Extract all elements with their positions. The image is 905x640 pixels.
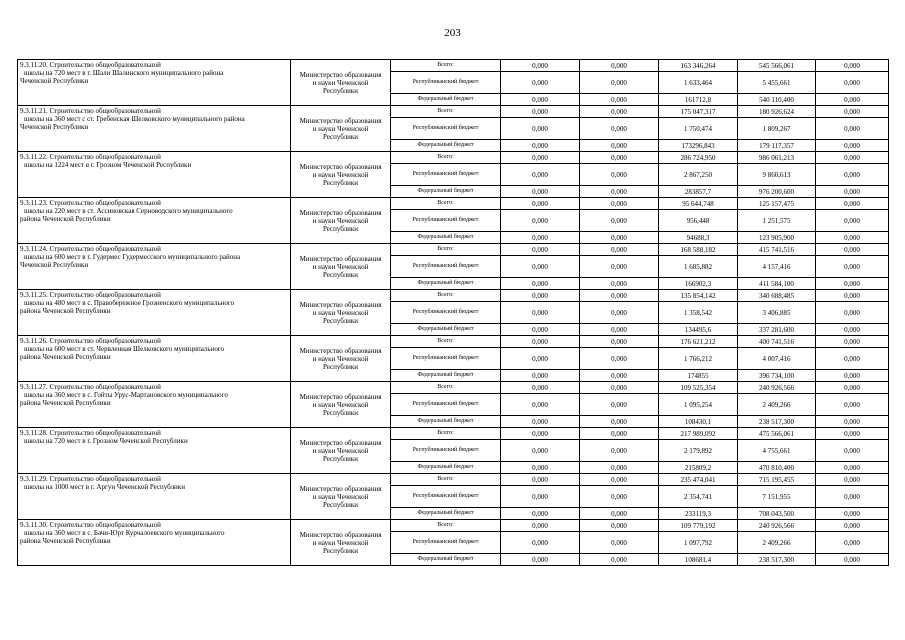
- amount-cell: 0,000: [816, 72, 889, 94]
- amount-cell: 1 685,882: [659, 256, 738, 278]
- ministry-line: Республики: [322, 224, 359, 233]
- ministry-line: Министерство образования: [299, 70, 382, 79]
- ministry-line: Министерство образования: [299, 162, 382, 171]
- ministry-line: Министерство образования: [299, 116, 382, 125]
- amount-cell: 2 867,250: [659, 164, 738, 186]
- ministry-line: Министерство образования: [299, 300, 382, 309]
- amount-cell: 3 406,885: [738, 302, 816, 324]
- amount-cell: 217 989,092: [659, 428, 738, 440]
- amount-cell: 545 566,061: [738, 60, 816, 72]
- ministry-line: Республики: [322, 316, 359, 325]
- amount-cell: 135 854,142: [659, 290, 738, 302]
- amount-cell: 0,000: [501, 186, 580, 198]
- funding-source: Федеральный бюджет: [391, 508, 501, 520]
- amount-cell: 0,000: [580, 336, 659, 348]
- amount-cell: 173296,843: [659, 140, 738, 152]
- project-name-line: школы на 360 мест в с. Бачи-Юрт Курчалоевского муниципального: [24, 529, 225, 537]
- amount-cell: 283857,7: [659, 186, 738, 198]
- amount-cell: 4 755,661: [738, 440, 816, 462]
- amount-cell: 0,000: [580, 164, 659, 186]
- funding-source: Всего:: [391, 198, 501, 210]
- amount-cell: 163 346,264: [659, 60, 738, 72]
- funding-source: Республиканский бюджет: [391, 440, 501, 462]
- amount-cell: 0,000: [580, 370, 659, 382]
- amount-cell: 540 110,400: [738, 94, 816, 106]
- project-name-line: школы на 360 мест с ст. Гребенская Шелковского муниципального района: [24, 115, 245, 123]
- amount-cell: 1 809,267: [738, 118, 816, 140]
- budget-table: [17, 59, 889, 566]
- ministry-line: Министерство образования: [299, 392, 382, 401]
- funding-source: Всего:: [391, 290, 501, 302]
- amount-cell: 0,000: [816, 486, 889, 508]
- ministry-line: Министерство образования: [299, 346, 382, 355]
- amount-cell: 0,000: [816, 198, 889, 210]
- amount-cell: 161712,8: [659, 94, 738, 106]
- amount-cell: 0,000: [501, 428, 580, 440]
- amount-cell: 0,000: [816, 256, 889, 278]
- ministry-line: и науки Чеченской: [312, 124, 369, 133]
- project-name-line: 9.3.11.30. Строительство общеобразовательной: [20, 521, 161, 529]
- amount-cell: 976 200,600: [738, 186, 816, 198]
- amount-cell: 238 517,300: [738, 554, 816, 566]
- amount-cell: 0,000: [501, 462, 580, 474]
- project-name-line: школы на 600 мест в ст. Червленная Шелковского муниципального: [24, 345, 225, 353]
- amount-cell: 0,000: [501, 302, 580, 324]
- amount-cell: 0,000: [580, 428, 659, 440]
- amount-cell: 1 097,792: [659, 532, 738, 554]
- table-row: [18, 290, 889, 302]
- amount-cell: 0,000: [580, 486, 659, 508]
- funding-source: Федеральный бюджет: [391, 416, 501, 428]
- project-name: [18, 520, 291, 566]
- project-name-line: 9.3.11.21. Строительство общеобразовательной: [20, 107, 161, 115]
- ministry-cell: [291, 290, 391, 336]
- project-name-line: Чеченской Республики: [20, 77, 89, 85]
- amount-cell: 1 251,575: [738, 210, 816, 232]
- amount-cell: 0,000: [580, 210, 659, 232]
- amount-cell: 337 281,600: [738, 324, 816, 336]
- amount-cell: 0,000: [816, 244, 889, 256]
- amount-cell: 109 525,354: [659, 382, 738, 394]
- amount-cell: 0,000: [580, 244, 659, 256]
- amount-cell: 125 157,475: [738, 198, 816, 210]
- amount-cell: 0,000: [501, 474, 580, 486]
- amount-cell: 0,000: [816, 394, 889, 416]
- amount-cell: 708 043,500: [738, 508, 816, 520]
- funding-source: Всего:: [391, 152, 501, 164]
- amount-cell: 108681,4: [659, 554, 738, 566]
- amount-cell: 0,000: [816, 186, 889, 198]
- amount-cell: 2 354,741: [659, 486, 738, 508]
- project-name: [18, 474, 291, 520]
- amount-cell: 986 061,213: [738, 152, 816, 164]
- amount-cell: 0,000: [816, 474, 889, 486]
- amount-cell: 715 195,455: [738, 474, 816, 486]
- funding-source: Всего:: [391, 428, 501, 440]
- amount-cell: 0,000: [580, 462, 659, 474]
- table-row: [18, 382, 889, 394]
- funding-source: Федеральный бюджет: [391, 140, 501, 152]
- ministry-line: и науки Чеченской: [312, 354, 369, 363]
- project-name: [18, 198, 291, 244]
- amount-cell: 1 095,254: [659, 394, 738, 416]
- project-name-line: школы на 480 мест в с. Правобережное Грозненского муниципального: [24, 299, 235, 307]
- project-name-line: района Чеченской Республики: [20, 307, 111, 315]
- project-name-line: 9.3.11.29. Строительство общеобразовательной: [20, 475, 161, 483]
- amount-cell: 0,000: [816, 440, 889, 462]
- amount-cell: 0,000: [580, 508, 659, 520]
- amount-cell: 0,000: [816, 370, 889, 382]
- amount-cell: 233119,3: [659, 508, 738, 520]
- funding-source: Республиканский бюджет: [391, 164, 501, 186]
- project-name-line: 9.3.11.26. Строительство общеобразовательной: [20, 337, 161, 345]
- ministry-line: и науки Чеченской: [312, 170, 369, 179]
- amount-cell: 0,000: [580, 72, 659, 94]
- amount-cell: 415 741,516: [738, 244, 816, 256]
- amount-cell: 0,000: [501, 244, 580, 256]
- project-name: [18, 382, 291, 428]
- ministry-line: и науки Чеченской: [312, 446, 369, 455]
- amount-cell: 1 633,464: [659, 72, 738, 94]
- project-name: [18, 336, 291, 382]
- project-name: [18, 106, 291, 152]
- funding-source: Федеральный бюджет: [391, 370, 501, 382]
- funding-source: Федеральный бюджет: [391, 232, 501, 244]
- funding-source: Федеральный бюджет: [391, 94, 501, 106]
- ministry-line: и науки Чеченской: [312, 538, 369, 547]
- table-row: [18, 520, 889, 532]
- amount-cell: 0,000: [580, 106, 659, 118]
- amount-cell: 0,000: [816, 416, 889, 428]
- ministry-cell: [291, 106, 391, 152]
- amount-cell: 0,000: [501, 382, 580, 394]
- ministry-line: Республики: [322, 500, 359, 509]
- ministry-line: и науки Чеченской: [312, 78, 369, 87]
- amount-cell: 0,000: [580, 232, 659, 244]
- amount-cell: 1 750,474: [659, 118, 738, 140]
- funding-source: Республиканский бюджет: [391, 394, 501, 416]
- amount-cell: 0,000: [501, 532, 580, 554]
- amount-cell: 0,000: [580, 118, 659, 140]
- table-row: [18, 106, 889, 118]
- funding-source: Республиканский бюджет: [391, 72, 501, 94]
- amount-cell: 0,000: [501, 118, 580, 140]
- amount-cell: 286 724,950: [659, 152, 738, 164]
- amount-cell: 956,448: [659, 210, 738, 232]
- project-name-line: 9.3.11.27. Строительство общеобразовательной: [20, 383, 161, 391]
- amount-cell: 0,000: [501, 440, 580, 462]
- ministry-line: и науки Чеченской: [312, 262, 369, 271]
- amount-cell: 0,000: [816, 94, 889, 106]
- amount-cell: 179 117,357: [738, 140, 816, 152]
- amount-cell: 0,000: [580, 290, 659, 302]
- amount-cell: 396 734,100: [738, 370, 816, 382]
- ministry-cell: [291, 198, 391, 244]
- amount-cell: 0,000: [816, 508, 889, 520]
- amount-cell: 0,000: [501, 486, 580, 508]
- amount-cell: 0,000: [816, 336, 889, 348]
- ministry-cell: [291, 152, 391, 198]
- table-row: [18, 152, 889, 164]
- funding-source: Всего:: [391, 60, 501, 72]
- amount-cell: 215809,2: [659, 462, 738, 474]
- amount-cell: 0,000: [816, 106, 889, 118]
- amount-cell: 0,000: [816, 382, 889, 394]
- amount-cell: 134495,6: [659, 324, 738, 336]
- amount-cell: 470 810,400: [738, 462, 816, 474]
- amount-cell: 0,000: [816, 462, 889, 474]
- project-name-line: района Чеченской Республики: [20, 537, 111, 545]
- amount-cell: 0,000: [501, 336, 580, 348]
- project-name-line: 9.3.11.28. Строительство общеобразовательной: [20, 429, 161, 437]
- amount-cell: 340 688,485: [738, 290, 816, 302]
- funding-source: Всего:: [391, 474, 501, 486]
- ministry-cell: [291, 60, 391, 106]
- amount-cell: 411 584,100: [738, 278, 816, 290]
- amount-cell: 5 455,661: [738, 72, 816, 94]
- table-row: [18, 336, 889, 348]
- project-name-line: школы на 600 мест в г. Гудермес Гудермесского муниципального района: [24, 253, 241, 261]
- amount-cell: 238 517,300: [738, 416, 816, 428]
- funding-source: Республиканский бюджет: [391, 348, 501, 370]
- amount-cell: 166902,3: [659, 278, 738, 290]
- amount-cell: 0,000: [501, 520, 580, 532]
- amount-cell: 9 860,613: [738, 164, 816, 186]
- funding-source: Всего:: [391, 106, 501, 118]
- amount-cell: 0,000: [580, 60, 659, 72]
- amount-cell: 0,000: [816, 152, 889, 164]
- amount-cell: 0,000: [816, 324, 889, 336]
- amount-cell: 0,000: [501, 198, 580, 210]
- ministry-cell: [291, 382, 391, 428]
- amount-cell: 0,000: [501, 232, 580, 244]
- project-name: [18, 152, 291, 198]
- amount-cell: 0,000: [501, 554, 580, 566]
- amount-cell: 0,000: [816, 428, 889, 440]
- funding-source: Всего:: [391, 520, 501, 532]
- table-row: [18, 60, 889, 72]
- amount-cell: 0,000: [501, 140, 580, 152]
- amount-cell: 1 358,542: [659, 302, 738, 324]
- amount-cell: 0,000: [580, 198, 659, 210]
- amount-cell: 235 474,041: [659, 474, 738, 486]
- amount-cell: 168 588,182: [659, 244, 738, 256]
- amount-cell: 0,000: [501, 60, 580, 72]
- amount-cell: 0,000: [580, 348, 659, 370]
- project-name-line: 9.3.11.20. Строительство общеобразовательной: [20, 61, 161, 69]
- amount-cell: 2 409,266: [738, 532, 816, 554]
- funding-source: Всего:: [391, 244, 501, 256]
- funding-source: Республиканский бюджет: [391, 486, 501, 508]
- amount-cell: 2 179,892: [659, 440, 738, 462]
- funding-source: Федеральный бюджет: [391, 186, 501, 198]
- funding-source: Федеральный бюджет: [391, 324, 501, 336]
- amount-cell: 0,000: [816, 60, 889, 72]
- amount-cell: 2 409,266: [738, 394, 816, 416]
- amount-cell: 4 157,416: [738, 256, 816, 278]
- project-name-line: школы на 1224 мест в г. Грозном Чеченской Республики: [24, 161, 192, 169]
- amount-cell: 4 007,416: [738, 348, 816, 370]
- table-row: [18, 198, 889, 210]
- amount-cell: 95 644,748: [659, 198, 738, 210]
- project-name-line: школы на 220 мест в ст. Ассиновская Серноводского муниципального: [24, 207, 233, 215]
- amount-cell: 0,000: [580, 382, 659, 394]
- amount-cell: 0,000: [816, 232, 889, 244]
- amount-cell: 0,000: [580, 278, 659, 290]
- amount-cell: 0,000: [501, 508, 580, 520]
- amount-cell: 0,000: [816, 554, 889, 566]
- funding-source: Федеральный бюджет: [391, 462, 501, 474]
- ministry-line: Республики: [322, 454, 359, 463]
- amount-cell: 0,000: [501, 290, 580, 302]
- ministry-cell: [291, 428, 391, 474]
- amount-cell: 0,000: [580, 94, 659, 106]
- amount-cell: 0,000: [501, 72, 580, 94]
- amount-cell: 240 926,566: [738, 382, 816, 394]
- project-name-line: школы на 360 мест в с. Гойты Урус-Мартановского муниципального: [24, 391, 228, 399]
- ministry-cell: [291, 474, 391, 520]
- project-name-line: школы на 1000 мест в г. Аргун Чеченской Республики: [24, 483, 185, 491]
- funding-source: Федеральный бюджет: [391, 554, 501, 566]
- amount-cell: 7 151,955: [738, 486, 816, 508]
- funding-source: Республиканский бюджет: [391, 118, 501, 140]
- amount-cell: 0,000: [816, 302, 889, 324]
- amount-cell: 0,000: [580, 532, 659, 554]
- amount-cell: 0,000: [580, 186, 659, 198]
- ministry-cell: [291, 520, 391, 566]
- amount-cell: 0,000: [580, 394, 659, 416]
- ministry-line: и науки Чеченской: [312, 308, 369, 317]
- table-row: [18, 428, 889, 440]
- project-name-line: Чеченской Республики: [20, 123, 89, 131]
- amount-cell: 0,000: [580, 140, 659, 152]
- amount-cell: 0,000: [816, 532, 889, 554]
- amount-cell: 0,000: [816, 118, 889, 140]
- amount-cell: 240 926,566: [738, 520, 816, 532]
- amount-cell: 0,000: [501, 106, 580, 118]
- project-name-line: района Чеченской Республики: [20, 353, 111, 361]
- amount-cell: 0,000: [501, 370, 580, 382]
- funding-source: Республиканский бюджет: [391, 210, 501, 232]
- amount-cell: 0,000: [501, 164, 580, 186]
- amount-cell: 109 779,192: [659, 520, 738, 532]
- project-name-line: района Чеченской Республики: [20, 399, 111, 407]
- amount-cell: 400 741,516: [738, 336, 816, 348]
- amount-cell: 0,000: [816, 348, 889, 370]
- ministry-line: Министерство образования: [299, 530, 382, 539]
- amount-cell: 0,000: [580, 324, 659, 336]
- funding-source: Всего:: [391, 336, 501, 348]
- amount-cell: 0,000: [580, 416, 659, 428]
- amount-cell: 0,000: [501, 324, 580, 336]
- funding-source: Республиканский бюджет: [391, 256, 501, 278]
- amount-cell: 0,000: [816, 140, 889, 152]
- amount-cell: 0,000: [580, 440, 659, 462]
- project-name: [18, 428, 291, 474]
- amount-cell: 0,000: [580, 302, 659, 324]
- amount-cell: 0,000: [501, 210, 580, 232]
- ministry-line: Республики: [322, 408, 359, 417]
- ministry-line: Министерство образования: [299, 254, 382, 263]
- ministry-line: Республики: [322, 546, 359, 555]
- table-row: [18, 474, 889, 486]
- amount-cell: 94688,3: [659, 232, 738, 244]
- project-name-line: школы на 720 мест в г. Грозном Чеченской Республики: [24, 437, 188, 445]
- table-row: [18, 244, 889, 256]
- page-number: 203: [444, 27, 461, 39]
- amount-cell: 0,000: [501, 416, 580, 428]
- amount-cell: 0,000: [501, 394, 580, 416]
- amount-cell: 0,000: [816, 520, 889, 532]
- amount-cell: 0,000: [580, 520, 659, 532]
- amount-cell: 0,000: [501, 256, 580, 278]
- ministry-line: Министерство образования: [299, 484, 382, 493]
- amount-cell: 0,000: [501, 348, 580, 370]
- ministry-line: Министерство образования: [299, 438, 382, 447]
- ministry-line: и науки Чеченской: [312, 492, 369, 501]
- ministry-line: и науки Чеченской: [312, 400, 369, 409]
- amount-cell: 0,000: [501, 278, 580, 290]
- amount-cell: 176 621,212: [659, 336, 738, 348]
- amount-cell: 174855: [659, 370, 738, 382]
- ministry-line: Республики: [322, 132, 359, 141]
- amount-cell: 0,000: [580, 256, 659, 278]
- project-name-line: района Чеченской Республики: [20, 215, 111, 223]
- project-name-line: 9.3.11.23. Строительство общеобразовательной: [20, 199, 161, 207]
- ministry-line: Республики: [322, 178, 359, 187]
- ministry-line: Республики: [322, 362, 359, 371]
- ministry-line: Республики: [322, 270, 359, 279]
- funding-source: Всего:: [391, 382, 501, 394]
- ministry-cell: [291, 336, 391, 382]
- amount-cell: 0,000: [816, 278, 889, 290]
- project-name: [18, 244, 291, 290]
- ministry-line: и науки Чеченской: [312, 216, 369, 225]
- funding-source: Федеральный бюджет: [391, 278, 501, 290]
- amount-cell: 1 766,212: [659, 348, 738, 370]
- project-name-line: 9.3.11.25. Строительство общеобразовательной: [20, 291, 161, 299]
- ministry-cell: [291, 244, 391, 290]
- project-name-line: 9.3.11.24. Строительство общеобразовательной: [20, 245, 161, 253]
- amount-cell: 175 047,317: [659, 106, 738, 118]
- project-name: [18, 290, 291, 336]
- amount-cell: 0,000: [501, 94, 580, 106]
- amount-cell: 0,000: [501, 152, 580, 164]
- amount-cell: 123 905,900: [738, 232, 816, 244]
- funding-source: Республиканский бюджет: [391, 302, 501, 324]
- ministry-line: Республики: [322, 86, 359, 95]
- project-name-line: 9.3.11.22. Строительство общеобразовательной: [20, 153, 161, 161]
- project-name-line: Чеченской Республики: [20, 261, 89, 269]
- amount-cell: 0,000: [816, 164, 889, 186]
- amount-cell: 475 566,061: [738, 428, 816, 440]
- project-name: [18, 60, 291, 106]
- amount-cell: 180 926,624: [738, 106, 816, 118]
- ministry-line: Министерство образования: [299, 208, 382, 217]
- amount-cell: 0,000: [580, 152, 659, 164]
- amount-cell: 0,000: [816, 210, 889, 232]
- amount-cell: 0,000: [580, 554, 659, 566]
- funding-source: Республиканский бюджет: [391, 532, 501, 554]
- amount-cell: 108430,1: [659, 416, 738, 428]
- project-name-line: школы на 720 мест в г. Шали Шалинского муниципального района: [24, 69, 224, 77]
- amount-cell: 0,000: [816, 290, 889, 302]
- amount-cell: 0,000: [580, 474, 659, 486]
